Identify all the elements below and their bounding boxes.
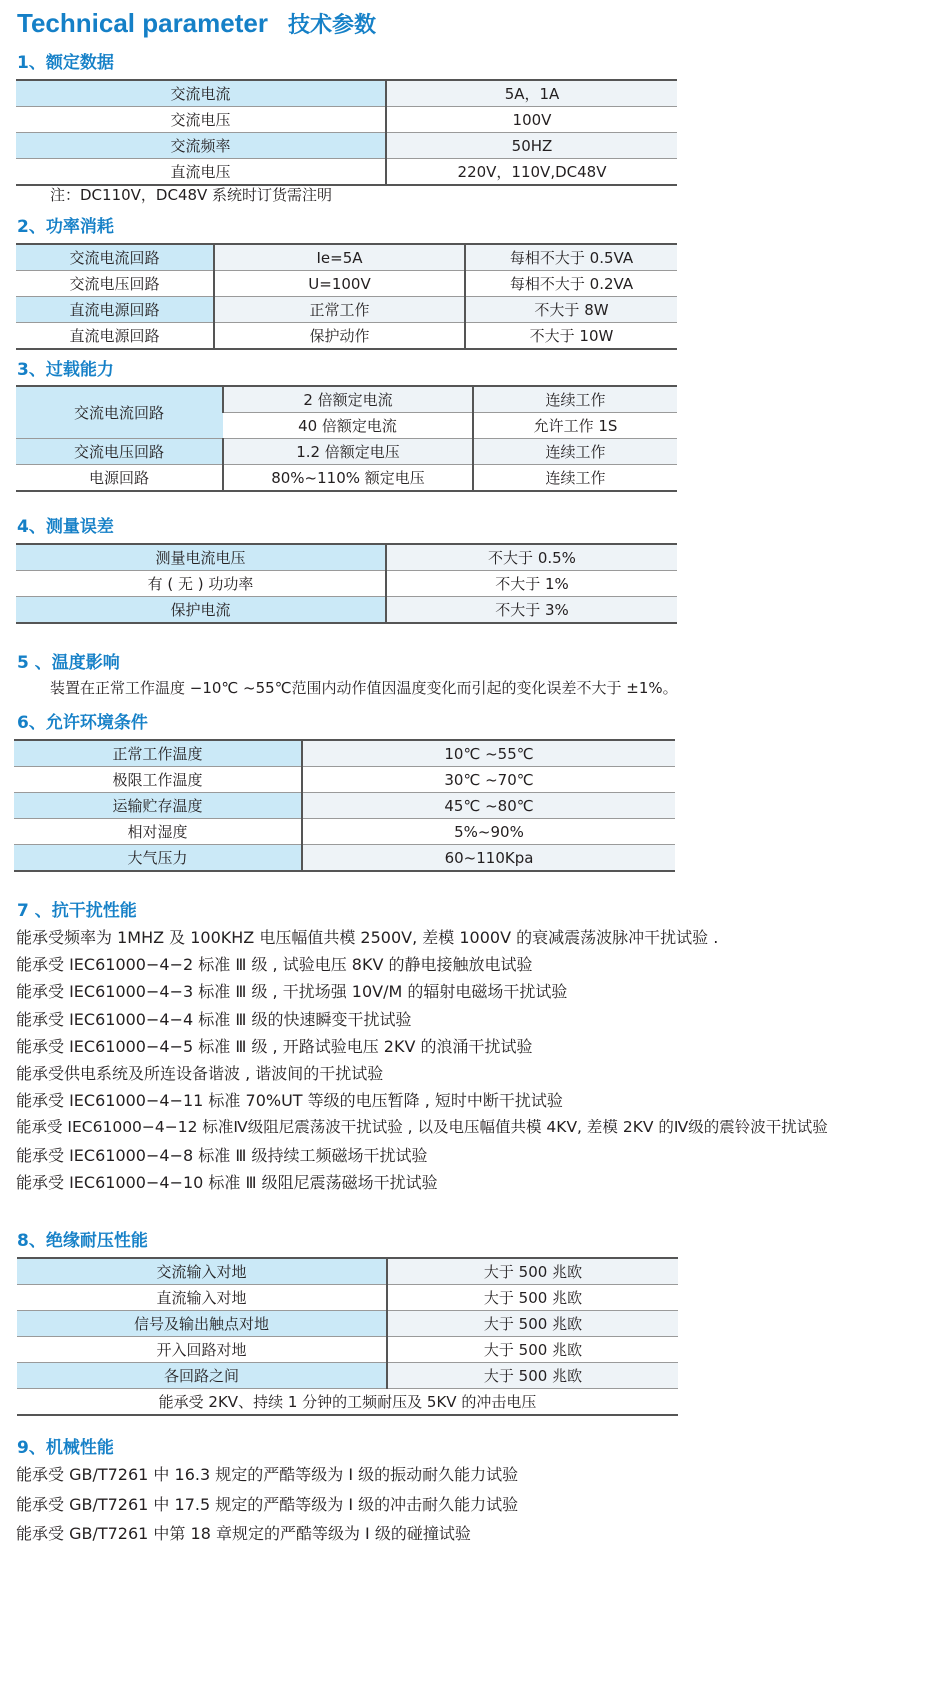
param-name: 开入回路对地 (17, 1337, 387, 1363)
param-value: 大于 500 兆欧 (387, 1258, 678, 1285)
circuit-name: 电源回路 (16, 465, 223, 492)
power-consumption-table (16, 243, 677, 350)
table-row (16, 244, 677, 271)
param-value: 45℃ ~80℃ (302, 793, 675, 819)
table-row (16, 323, 677, 350)
table-row (16, 386, 677, 413)
param-value: 60~110Kpa (302, 845, 675, 872)
table-row (16, 465, 677, 492)
param-name: 相对湿度 (14, 819, 302, 845)
list-item: 能承受 GB/T7261 中 16.3 规定的严酷等级为 Ⅰ 级的振动耐久能力试验 (16, 1465, 519, 1484)
rated-data-table (16, 79, 677, 186)
circuit-name: 交流电流回路 (16, 244, 214, 271)
table-row (17, 1363, 678, 1389)
param-name: 有 ( 无 ) 功功率 (16, 571, 386, 597)
table-row (16, 159, 677, 186)
section-heading-anti-interference: 7 、抗干扰性能 (17, 901, 137, 921)
list-item: 能承受 IEC61000−4−8 标准 Ⅲ 级持续工频磁场干扰试验 (16, 1145, 428, 1165)
param-value: 10℃ ~55℃ (302, 740, 675, 767)
overload-level: 40 倍额定电流 (223, 413, 473, 439)
table-row (17, 1337, 678, 1363)
rated-data-note: 注：DC110V，DC48V 系统时订货需注明 (50, 186, 333, 204)
title-cn: 技术参数 (287, 13, 376, 38)
overload-level: 80%~110% 额定电压 (223, 465, 473, 492)
param-name: 极限工作温度 (14, 767, 302, 793)
table-row (16, 544, 677, 571)
table-row (17, 1311, 678, 1337)
param-name: 交流电流 (16, 80, 386, 107)
table-row (16, 597, 677, 624)
table-row (16, 133, 677, 159)
list-item: 能承受 IEC61000−4−10 标准 Ⅲ 级阻尼震荡磁场干扰试验 (16, 1172, 438, 1192)
list-item: 能承受供电系统及所连设备谐波 , 谐波间的干扰试验 (16, 1064, 384, 1084)
param-value: 大于 500 兆欧 (387, 1285, 678, 1311)
list-item: 能承受 IEC61000−4−12 标准Ⅳ级阻尼震荡波干扰试验 , 以及电压幅值共模 4KV, 差模 2KV 的Ⅳ级的震铃波干扰试验 (16, 1118, 828, 1137)
table-row (16, 107, 677, 133)
table-row (16, 439, 677, 465)
param-value: 不大于 1% (386, 571, 677, 597)
allowed-duration: 连续工作 (473, 386, 677, 413)
list-item: 能承受 IEC61000−4−2 标准 Ⅲ 级 , 试验电压 8KV 的静电接触放电试验 (16, 955, 533, 975)
anti-interference-list (16, 924, 828, 1196)
param-name: 测量电流电压 (16, 544, 386, 571)
param-value: 30℃ ~70℃ (302, 767, 675, 793)
param-name: 大气压力 (14, 845, 302, 872)
param-name: 各回路之间 (17, 1363, 387, 1389)
circuit-name: 交流电压回路 (16, 439, 223, 465)
overload-level: 1.2 倍额定电压 (223, 439, 473, 465)
param-name: 直流电压 (16, 159, 386, 186)
consumption: 每相不大于 0.5VA (465, 244, 677, 271)
consumption: 不大于 8W (465, 297, 677, 323)
param-value: 100V (386, 107, 677, 133)
param-name: 正常工作温度 (14, 740, 302, 767)
param-name: 信号及输出触点对地 (17, 1311, 387, 1337)
list-item: 能承受频率为 1MHZ 及 100KHZ 电压幅值共模 2500V, 差模 1000V 的衰减震荡波脉冲干扰试验 . (16, 928, 719, 947)
section-heading-measurement-error: 4、测量误差 (17, 517, 114, 537)
circuit-name: 交流电压回路 (16, 271, 214, 297)
list-item: 能承受 GB/T7261 中第 18 章规定的严酷等级为 Ⅰ 级的碰撞试验 (16, 1524, 471, 1543)
allowed-duration: 允许工作 1S (473, 413, 677, 439)
list-item: 能承受 IEC61000−4−4 标准 Ⅲ 级的快速瞬变干扰试验 (16, 1009, 412, 1029)
table-row (14, 793, 675, 819)
section-heading-power-consumption: 2、功率消耗 (17, 217, 114, 237)
allowed-duration: 连续工作 (473, 465, 677, 492)
table-row (16, 80, 677, 107)
param-name: 交流电压 (16, 107, 386, 133)
measurement-error-table (16, 543, 677, 624)
environment-conditions-table (14, 739, 675, 872)
table-row (16, 271, 677, 297)
list-item: 能承受 IEC61000−4−5 标准 Ⅲ 级 , 开路试验电压 2KV 的浪涌干扰试验 (16, 1036, 533, 1056)
param-value: 50HZ (386, 133, 677, 159)
table-row (17, 1285, 678, 1311)
circuit-name: 直流电源回路 (16, 323, 214, 350)
condition: U=100V (214, 271, 465, 297)
list-item: 能承受 GB/T7261 中 17.5 规定的严酷等级为 Ⅰ 级的冲击耐久能力试验 (16, 1494, 519, 1514)
param-name: 保护电流 (16, 597, 386, 624)
param-name: 交流输入对地 (17, 1258, 387, 1285)
consumption: 每相不大于 0.2VA (465, 271, 677, 297)
param-name: 运输贮存温度 (14, 793, 302, 819)
param-value: 大于 500 兆欧 (387, 1311, 678, 1337)
table-row (14, 819, 675, 845)
param-value: 不大于 3% (386, 597, 677, 624)
table-row (16, 297, 677, 323)
table-row (14, 845, 675, 872)
param-name: 交流频率 (16, 133, 386, 159)
table-row (14, 767, 675, 793)
overload-capacity-table (16, 385, 677, 492)
insulation-footer: 能承受 2KV、持续 1 分钟的工频耐压及 5KV 的冲击电压 (17, 1389, 678, 1416)
mechanical-list (16, 1460, 518, 1549)
table-row (17, 1389, 678, 1416)
table-row (17, 1258, 678, 1285)
param-value: 不大于 0.5% (386, 544, 677, 571)
section-heading-overload-capacity: 3、过载能力 (17, 360, 114, 380)
section-heading-insulation: 8、绝缘耐压性能 (17, 1231, 148, 1251)
table-row (14, 740, 675, 767)
param-value: 大于 500 兆欧 (387, 1337, 678, 1363)
table-row (16, 571, 677, 597)
circuit-name: 直流电源回路 (16, 297, 214, 323)
condition: Ie=5A (214, 244, 465, 271)
section-heading-mechanical: 9、机械性能 (17, 1438, 114, 1458)
list-item: 能承受 IEC61000−4−11 标准 70%UT 等级的电压暂降 , 短时中断干扰试验 (16, 1091, 563, 1111)
condition: 保护动作 (214, 323, 465, 350)
allowed-duration: 连续工作 (473, 439, 677, 465)
list-item: 能承受 IEC61000−4−3 标准 Ⅲ 级 , 干扰场强 10V/M 的辐射电磁场干扰试验 (16, 982, 568, 1002)
section-heading-temperature-influence: 5 、温度影响 (17, 653, 120, 673)
circuit-name: 交流电流回路 (16, 386, 223, 439)
section-heading-environment-conditions: 6、允许环境条件 (17, 713, 148, 733)
section-heading-rated-data: 1、额定数据 (17, 53, 114, 73)
insulation-table (17, 1257, 678, 1416)
consumption: 不大于 10W (465, 323, 677, 350)
param-value: 220V，110V,DC48V (386, 159, 677, 186)
param-name: 直流输入对地 (17, 1285, 387, 1311)
temperature-influence-text: 装置在正常工作温度 −10℃ ~55℃范围内动作值因温度变化而引起的变化误差不大于 ±1%。 (50, 679, 678, 697)
param-value: 大于 500 兆欧 (387, 1363, 678, 1389)
title-en: Technical parameter (17, 8, 268, 38)
param-value: 5%~90% (302, 819, 675, 845)
page-title (17, 8, 376, 39)
overload-level: 2 倍额定电流 (223, 386, 473, 413)
param-value: 5A，1A (386, 80, 677, 107)
condition: 正常工作 (214, 297, 465, 323)
